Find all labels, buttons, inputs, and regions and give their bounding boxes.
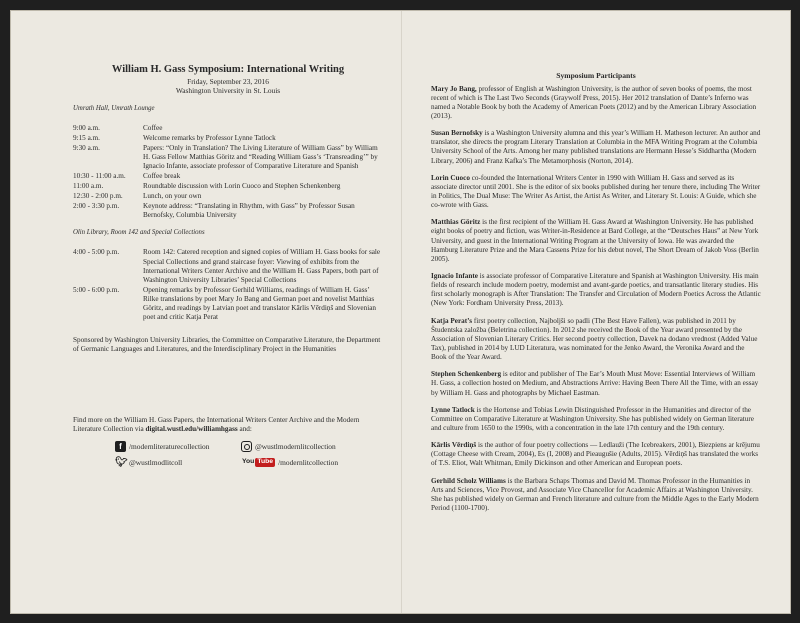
schedule-description: Welcome remarks by Professor Lynne Tatlock xyxy=(143,133,276,142)
schedule-time: 5:00 - 6:00 p.m. xyxy=(73,286,120,295)
participant-text: is a Washington University alumna and this year’s William H. Matheson lecturer. An author and translator, she directs the program Literary Translation at Columbia in the MFA Writing Program at the Columbia University School of the Arts. Among her many published translations are Hermann Hesse’s Siddhartha (Modern Library, 2006) and Franz Kafka’s The Metamorphosis (Norton, 2014). xyxy=(431,129,761,165)
document-page xyxy=(10,10,791,614)
participant-name: Matthias Göritz xyxy=(431,218,481,227)
participant-bio xyxy=(431,441,761,468)
schedule-time: 10:30 - 11:00 a.m. xyxy=(73,172,126,181)
facebook-handle: /modernliteraturecollection xyxy=(129,441,210,451)
participant-bio xyxy=(431,477,761,514)
youtube-icon xyxy=(241,458,275,467)
participant-bio xyxy=(431,129,761,166)
venue-heading: Olin Library, Room 142 and Special Collections xyxy=(73,229,205,237)
schedule-description: Room 142: Catered reception and signed copies of William H. Gass books for sale xyxy=(143,248,381,257)
participant-bio xyxy=(431,317,761,363)
facebook-link[interactable] xyxy=(115,441,241,452)
participant-name: Katja Perat’s xyxy=(431,316,473,325)
participant-name: Gerhild Scholz Williams xyxy=(431,476,506,485)
participant-text: is editor and publisher of The Ear’s Mouth Must Move: Essential Interviews of William H. Gass, a collection hosted on Medium, and Abstractions Arrive: Having Been There All the Time, with an essay by William H. Gass and photographs by Michael Eastman. xyxy=(431,370,759,397)
participants-column xyxy=(431,71,761,521)
participant-bio xyxy=(431,370,761,397)
participant-name: Kārlis Vērdiņš xyxy=(431,441,477,450)
participant-name: Susan Bernofsky xyxy=(431,129,483,138)
bio-list xyxy=(431,85,761,513)
twitter-link[interactable] xyxy=(115,457,241,468)
instagram-link[interactable] xyxy=(241,441,383,452)
schedule-description: Coffee xyxy=(143,123,163,132)
schedule-time: 9:30 a.m. xyxy=(73,143,100,152)
youtube-link[interactable] xyxy=(241,457,383,468)
event-place: Washington University in St. Louis xyxy=(175,86,281,96)
participant-text: professor of English at Washington University, is the author of seven books of poems, the most recent of which is The Last Two Seconds (Graywolf Press, 2015). Her 2012 translation of Dante’s Inferno was named a Notable Book by both the Academy of American Poets (2012) and by the American Library Association (2013). xyxy=(431,84,757,121)
schedule-time: 4:00 - 5:00 p.m. xyxy=(73,248,120,257)
schedule-description: Roundtable discussion with Lorin Cuoco and Stephen Schenkenberg xyxy=(143,182,341,191)
program-column xyxy=(73,63,383,468)
youtube-you-text: You xyxy=(242,457,255,465)
center-fold xyxy=(401,11,402,613)
participant-text: first poetry collection, Najboljši so padli (The Best Have Fallen), was published in 2011 by Študentska založba (Beletrina collection). In 2012 she received the Book of the Year award presented by the Association of Slovenian Literary Critics. Her second poetry collection, Davek na dodano vrednost (Added Value Tax), published in 2014 by LUD Literatura, was nominated for the Jenko Award, the Veronika Award and the Book of the Year Award. xyxy=(431,316,758,362)
schedule-description: Coffee break xyxy=(143,172,181,181)
instagram-handle: @wustlmodernlitcollection xyxy=(255,441,336,451)
participants-heading: Symposium Participants xyxy=(556,71,636,80)
participant-name: Lynne Tatlock xyxy=(431,405,475,414)
participant-bio xyxy=(431,406,761,433)
youtube-handle: /modernlitcollection xyxy=(278,457,339,467)
schedule-time: 9:00 a.m. xyxy=(73,123,100,132)
schedule-time: 9:15 a.m. xyxy=(73,133,100,142)
find-more-end: and: xyxy=(239,424,252,433)
page-title: William H. Gass Symposium: International Writing xyxy=(111,64,345,75)
twitter-handle: @wustlmodlitcoll xyxy=(129,457,183,467)
social-links xyxy=(115,441,383,468)
twitter-bird-icon: 🐦︎ xyxy=(115,456,128,468)
schedule-time: 11:00 a.m. xyxy=(73,182,104,191)
schedule-description: Keynote address: “Translating in Rhythm, with Gass” by Professor Susan Bernofsky, Columbia University xyxy=(143,202,355,220)
sponsor-note: Sponsored by Washington University Libraries, the Committee on Comparative Literature, the Department of Germanic Languages and Literatures, and the Interdisciplinary Project in the Humanities xyxy=(73,335,381,353)
find-more xyxy=(73,416,383,434)
participant-name: Stephen Schenkenberg xyxy=(431,370,502,379)
schedule-time: 2:00 - 3:30 p.m. xyxy=(73,202,120,211)
participant-bio xyxy=(431,85,761,122)
participant-name: Ignacio Infante xyxy=(431,272,478,281)
schedule-description: Special Collections and grand staircase foyer: Viewing of exhibits from the International Writers Center Archive and the William H. Gass Papers, both part of Washington University Libraries’ Special Collections xyxy=(143,258,379,285)
schedule-time: 12:30 - 2:00 p.m. xyxy=(73,192,123,201)
find-more-text: Find more on the William H. Gass Papers, the International Writers Center Archive and the Modern Literature Collection via xyxy=(73,415,360,433)
facebook-icon: f xyxy=(115,441,126,452)
participant-text: co-founded the International Writers Center in 1990 with William H. Gass and served as its associate director until 2001. She is the editor of six books published during her tenure there, including The Writer in Politics, The Dual Muse: The Writer As Artist, the Artist As Writer, and Literary St. Louis: A Guide, which she co-wrote with Gass. xyxy=(431,173,761,210)
schedule-umrath xyxy=(73,124,383,221)
participant-name: Lorin Cuoco xyxy=(431,173,470,182)
participant-text: is associate professor of Comparative Literature and Spanish at Washington University. His main fields of research include modern poetry, modernist and avant-garde poetics, and transatlantic literary studies. His first scholarly monograph is After Translation: The Transfer and Circulation of Modern Poetics Across the Atlantic (New York: Fordham University Press, 2013). xyxy=(431,272,761,308)
youtube-tube-text: Tube xyxy=(257,457,274,465)
participant-name: Mary Jo Bang, xyxy=(431,84,477,93)
participant-text: is the author of four poetry collections — Ledlauži (The Icebreakers, 2001), Biezpiens ar krējumu (Cottage Cheese with Cream, 2004), Es (I, 2008) and Pieaugušie (Adults, 2015). Vērdiņš has translated the works of T.S. Eliot, Walt Whitman, Emily Dickinson and other American and European poets. xyxy=(431,441,760,468)
participant-bio xyxy=(431,174,761,211)
schedule-time xyxy=(73,258,143,285)
event-date: Friday, September 23, 2016 xyxy=(187,77,269,87)
schedule-description: Papers: “Only in Translation? The Living Literature of William Gass” by William H. Gass Fellow Matthias Göritz and “Reading William Gass’s ‘Transreading’” by Ignacio Infante, associate professor of Comparative Literature and Spanish xyxy=(143,143,378,171)
schedule-description: Lunch, on your own xyxy=(143,192,202,201)
schedule-olin xyxy=(73,248,383,323)
participant-bio xyxy=(431,272,761,309)
participant-bio xyxy=(431,218,761,264)
schedule-description: Opening remarks by Professor Gerhild Williams, readings of William H. Gass’ Rilke translations by poet Mary Jo Bang and German poet and novelist Matthias Göritz, and readings by Latvian poet and translator Kārlis Vērdiņš and Slovenian poet and critic Katja Perat xyxy=(143,286,377,322)
participant-text: is the Hortense and Tobias Lewin Distinguished Professor in the Humanities and director of the Committee on Comparative Literature at Washington University. She has published widely on German literature and culture from 1650 to the 1990s, with a concentration in the late 17th century and the 19th century. xyxy=(431,405,754,432)
participant-text: is the first recipient of the William H. Gass Award at Washington University. He has published eight books of poetry and fiction, was Writer-in-Residence at Bard College, at the “Deutsches Haus” at New York University, and guest in the International Writing Program at the University of Iowa. He was awarded the Hamburg Literature Prize and the Mara Cassens Prize for his debut novel, The Short Dream of Jakob Voss (Berlin 2005). xyxy=(431,218,759,263)
instagram-icon xyxy=(241,441,252,452)
participant-text: is the Barbara Schaps Thomas and David M. Thomas Professor in the Humanities in Arts and Sciences, Vice Provost, and Associate Vice Chancellor for Academic Affairs at Washington University. She has published widely on German and French literature and culture from the Middle Ages to the Early Modern Period (1100-1700). xyxy=(431,476,759,512)
venue-heading: Umrath Hall, Umrath Lounge xyxy=(73,105,155,113)
collection-link[interactable]: digital.wustl.edu/williamhgass xyxy=(145,424,238,433)
